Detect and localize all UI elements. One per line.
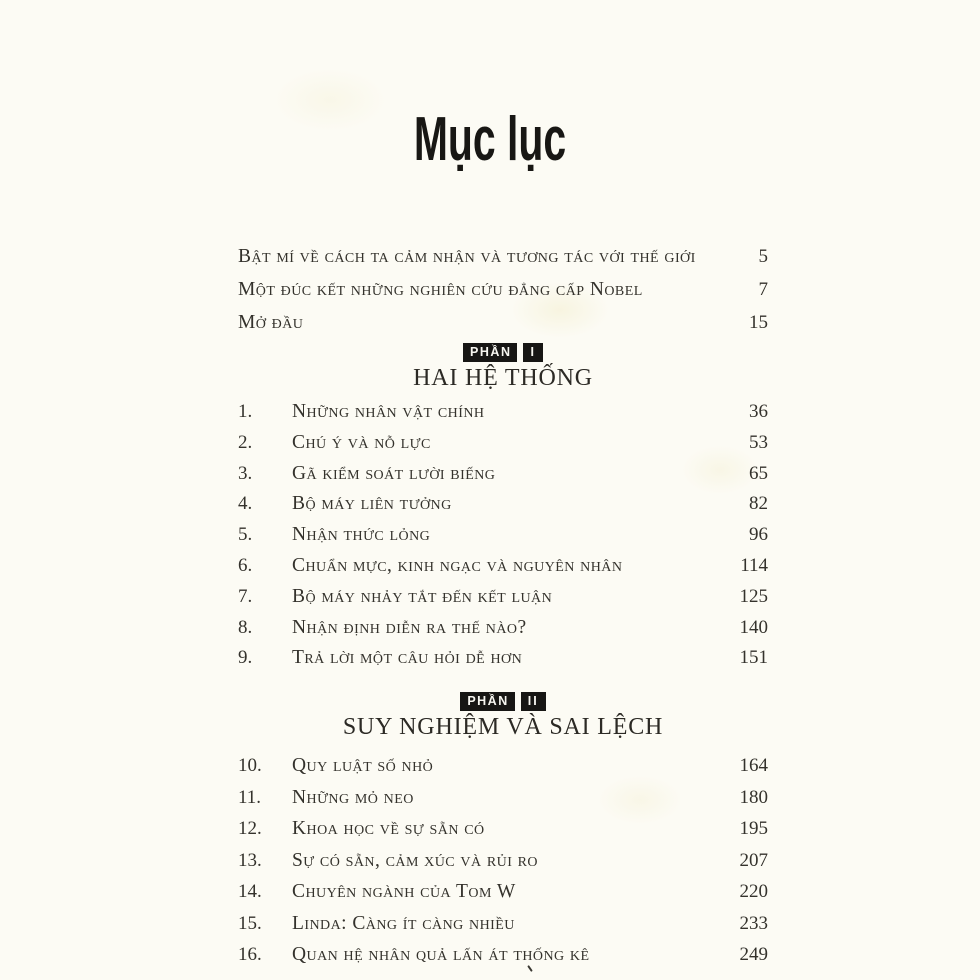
chapter-title: Khoa học về sự sẵn có <box>292 818 485 840</box>
chapter-title: Chuẩn mực, kinh ngạc và nguyên nhân <box>292 554 623 576</box>
part-badge-row <box>238 341 768 362</box>
page-number: 65 <box>749 462 768 484</box>
part-badge-numeral: II <box>521 692 546 711</box>
chapter-row <box>238 876 768 908</box>
chapter-number: 1. <box>238 401 253 422</box>
entry-title: Bật mí về cách ta cảm nhận và tương tác với thế giới <box>238 246 696 267</box>
chapter-number: 12. <box>238 818 262 840</box>
chapter-title: Nhận thức lỏng <box>292 524 431 546</box>
part-section-i <box>238 341 768 674</box>
chapter-title: Quan hệ nhân quả lấn át thống kê <box>292 944 590 966</box>
page-number: 96 <box>749 524 768 546</box>
chapter-number: 7. <box>238 585 253 607</box>
chapter-number: 5. <box>238 524 253 546</box>
page-number: 233 <box>739 912 768 934</box>
part-heading: SUY NGHIỆM VÀ SAI LỆCH <box>342 714 664 741</box>
page-number: 140 <box>739 616 768 638</box>
toc-entry <box>238 306 768 339</box>
chapter-number: 10. <box>238 755 262 777</box>
entry-title: Một đúc kết những nghiên cứu đẳng cấp Nobel <box>238 279 643 300</box>
chapter-number: 4. <box>238 493 253 515</box>
page-number: 125 <box>739 585 768 607</box>
toc-entry <box>238 240 768 273</box>
chapter-title: Nhận định diễn ra thế nào? <box>292 616 527 638</box>
page-number: 249 <box>739 944 768 966</box>
chapter-number: 9. <box>238 647 253 669</box>
chapter-title: Gã kiểm soát lười biếng <box>292 462 496 484</box>
page-number: 114 <box>740 554 768 576</box>
chapter-title: Bộ máy liên tưởng <box>292 493 452 515</box>
part-heading: HAI HỆ THỐNG <box>413 365 593 391</box>
chapter-list <box>238 750 768 971</box>
chapter-list <box>238 397 768 674</box>
chapter-row <box>238 782 768 814</box>
chapter-row <box>238 939 768 971</box>
chapter-number: 6. <box>238 554 253 576</box>
chapter-number: 11. <box>238 786 262 808</box>
page-number: 36 <box>749 401 768 422</box>
page-number: 82 <box>749 493 768 515</box>
chapter-row <box>238 459 768 490</box>
chapter-row <box>238 845 768 877</box>
chapter-number: 16. <box>238 944 262 966</box>
chapter-row <box>238 908 768 940</box>
entry-title: Mở đầu <box>238 312 304 333</box>
chapter-number: 3. <box>238 462 253 484</box>
chapter-row <box>238 582 768 613</box>
chapter-number: 2. <box>238 431 253 453</box>
page-number: 195 <box>739 818 768 840</box>
toc-entry <box>238 273 768 306</box>
page-number: 7 <box>758 279 768 300</box>
page-number: 164 <box>739 755 768 777</box>
part-badge-label: PHẦN <box>460 692 514 711</box>
part-section-ii <box>238 690 768 971</box>
chapter-row <box>238 750 768 782</box>
chapter-row <box>238 428 768 459</box>
parts-container <box>238 341 768 971</box>
chapter-row <box>238 643 768 674</box>
chapter-title: Trả lời một câu hỏi dễ hơn <box>292 647 523 669</box>
page-number: 220 <box>739 881 768 903</box>
chapter-row <box>238 520 768 551</box>
chapter-number: 8. <box>238 616 253 638</box>
chapter-number: 14. <box>238 881 262 903</box>
part-badge-label: PHẦN <box>463 343 517 362</box>
chapter-row <box>238 813 768 845</box>
page-number: 5 <box>758 246 768 267</box>
table-of-contents <box>238 240 768 971</box>
chapter-number: 13. <box>238 849 262 871</box>
page-number: 207 <box>739 849 768 871</box>
page-number: 180 <box>739 786 768 808</box>
part-badge-numeral: I <box>523 343 542 362</box>
chapter-title: Chú ý và nỗ lực <box>292 431 431 453</box>
chapter-row <box>238 613 768 644</box>
page-number: 151 <box>739 647 768 669</box>
chapter-row <box>238 397 768 428</box>
page-title: Mục lục <box>413 105 567 174</box>
chapter-title: Sự có sẵn, cảm xúc và rủi ro <box>292 849 538 871</box>
page-number: 53 <box>749 431 768 453</box>
page-number: 15 <box>749 312 768 333</box>
chapter-title: Bộ máy nhảy tắt đến kết luận <box>292 585 553 607</box>
chapter-number: 15. <box>238 912 262 934</box>
chapter-row <box>238 551 768 582</box>
chapter-title: Những nhân vật chính <box>292 401 485 422</box>
part-badge-row <box>238 690 768 711</box>
chapter-row <box>238 489 768 520</box>
chapter-title: Linda: Càng ít càng nhiều <box>292 912 515 934</box>
chapter-title: Quy luật số nhỏ <box>292 755 434 777</box>
chapter-title: Chuyên ngành của Tom W <box>292 881 516 903</box>
front-matter-list <box>238 240 768 339</box>
chapter-title: Những mỏ neo <box>292 786 414 808</box>
